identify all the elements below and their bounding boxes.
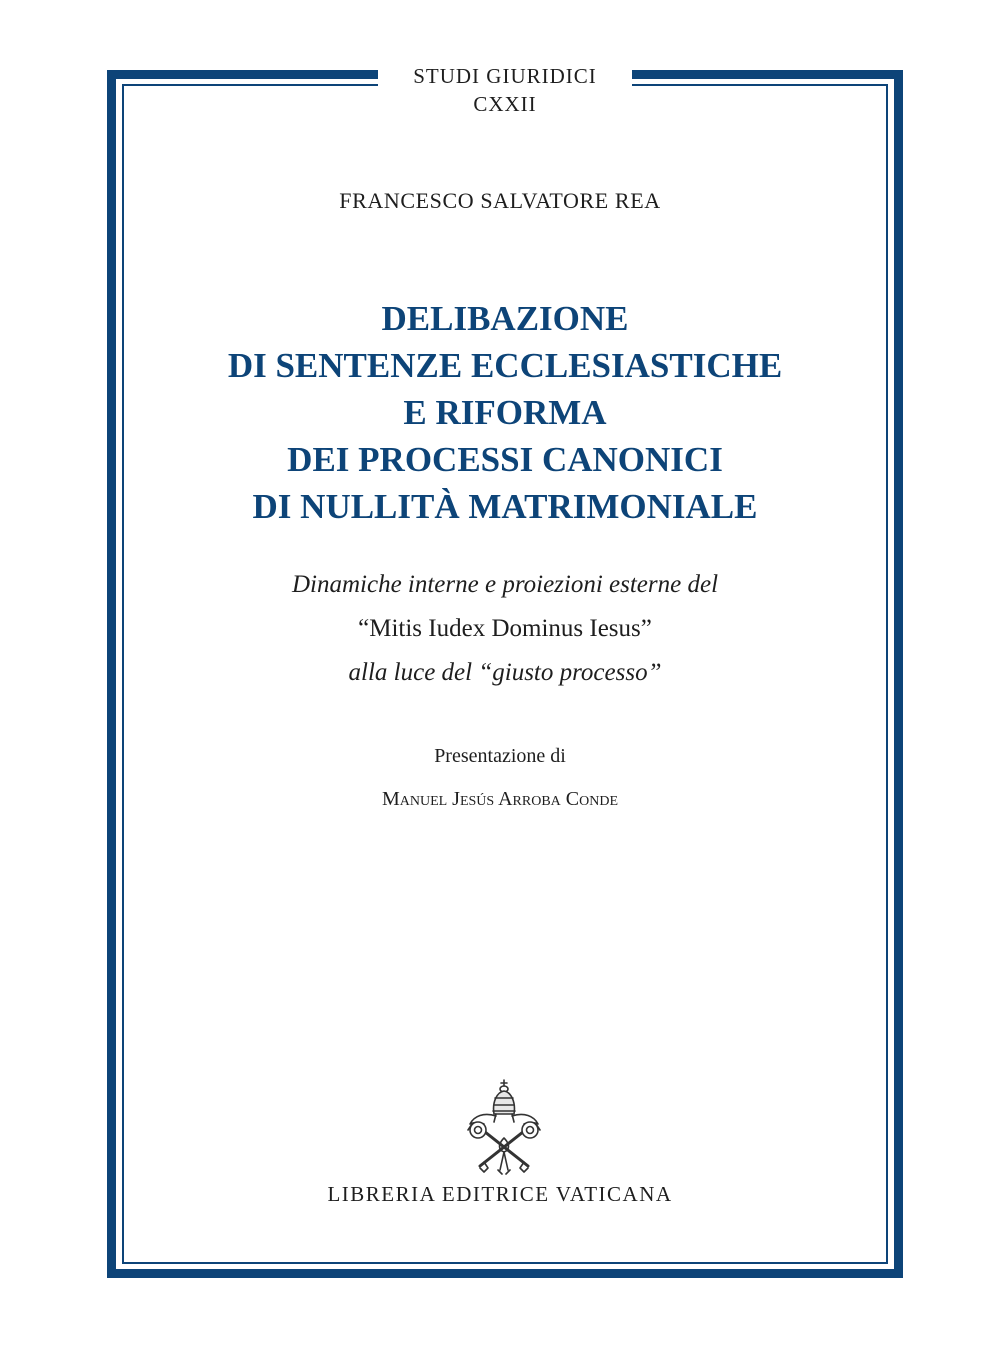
title-line: E RIFORMA bbox=[403, 393, 607, 432]
subtitle-line-3-prefix: alla luce del bbox=[348, 659, 479, 686]
title-line: DEI PROCESSI CANONICI bbox=[287, 440, 723, 479]
title-line: DI SENTENZE ECCLESIASTICHE bbox=[227, 346, 783, 385]
book-subtitle bbox=[130, 563, 880, 695]
author-name: FRANCESCO SALVATORE REA bbox=[339, 188, 661, 213]
presentation-label: Presentazione di bbox=[434, 745, 566, 767]
book-title bbox=[130, 295, 880, 530]
publisher-name: LIBRERIA EDITRICE VATICANA bbox=[327, 1182, 673, 1206]
series-label bbox=[378, 62, 632, 118]
subtitle-line-1: Dinamiche interne e proiezioni esterne del bbox=[291, 571, 719, 598]
subtitle-line-3-quote: “giusto processo” bbox=[478, 659, 662, 686]
title-line: DI NULLITÀ MATRIMONIALE bbox=[252, 487, 758, 526]
subtitle-line-2: “Mitis Iudex Dominus Iesus” bbox=[358, 615, 652, 642]
presenter-name: Manuel Jesús Arroba Conde bbox=[381, 788, 619, 810]
papal-keys-emblem-icon bbox=[462, 1078, 546, 1176]
series-number: CXXII bbox=[473, 92, 537, 116]
title-line: DELIBAZIONE bbox=[381, 299, 629, 338]
subtitle-line-3 bbox=[130, 651, 880, 695]
series-name: STUDI GIURIDICI bbox=[413, 64, 597, 88]
